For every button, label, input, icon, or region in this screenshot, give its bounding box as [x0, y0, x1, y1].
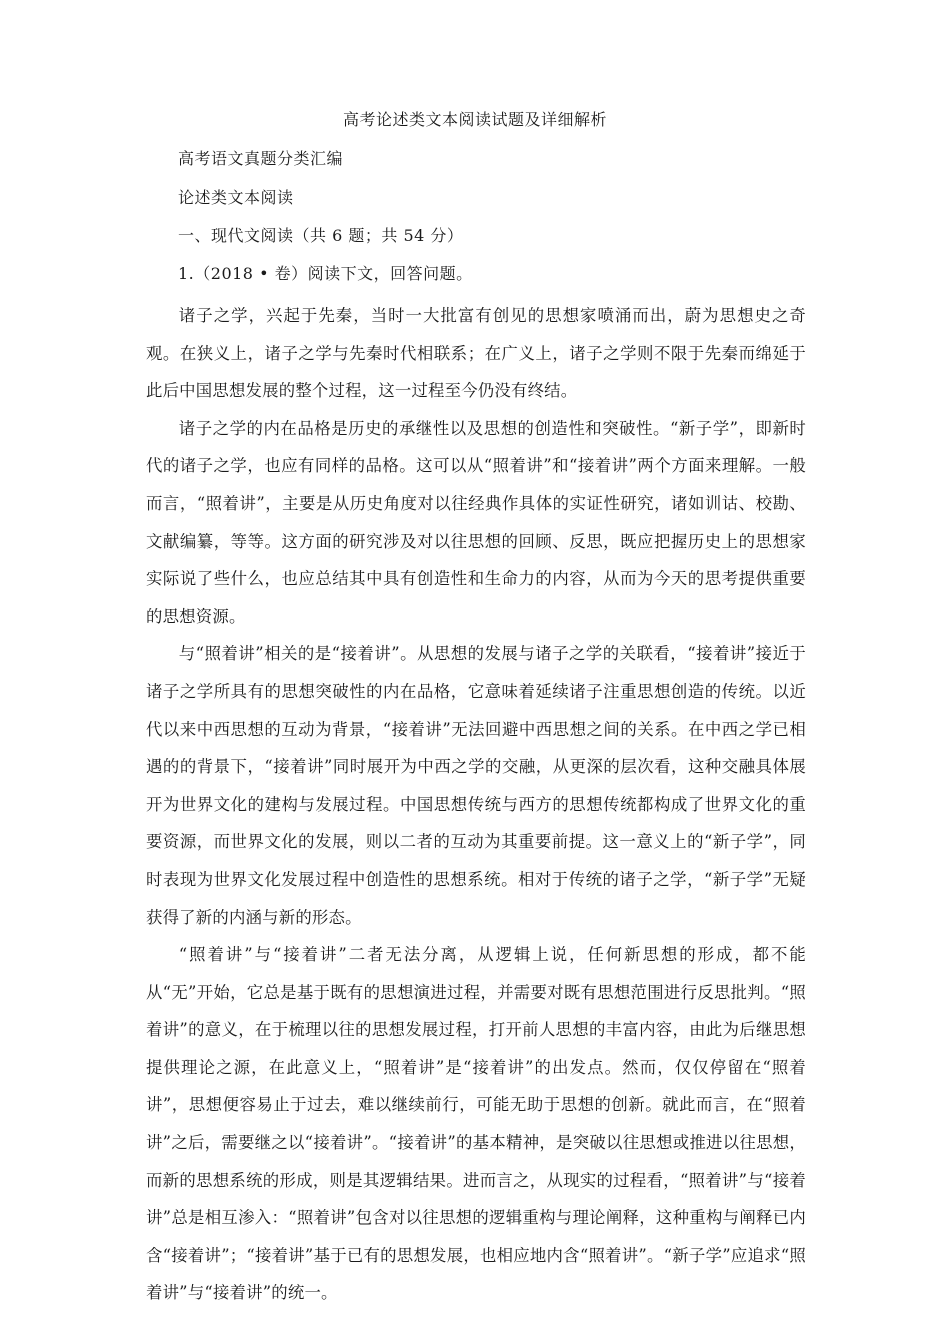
passage-paragraph: 诸子之学的内在品格是历史的承继性以及思想的创造性和突破性。“新子学”，即新时代的诸子之学，也应有同样的品格。这可以从“照着讲”和“接着讲”两个方面来理解。一般而言，“照着讲”，主要是从历史角度对以往经典作具体的实证性研究，诸如训诂、校勘、文献编纂，等等。这方面的研究涉及对以往思想的回顾、反思，既应把握历史上的思想家实际说了些什么，也应总结其中具有创造性和生命力的内容，从而为今天的思考提供重要的思想资源。 — [146, 418, 806, 626]
section-heading: 论述类文本阅读 — [178, 188, 294, 207]
part-heading: 一、现代文阅读（共 6 题；共 54 分） — [178, 226, 464, 245]
passage-paragraph: 诸子之学，兴起于先秦，当时一大批富有创见的思想家喷涌而出，蔚为思想史之奇观。在狭义上，诸子之学与先秦时代相联系；在广义上，诸子之学则不限于先秦而绵延于此后中国思想发展的整个过程，这一过程至今仍没有终结。 — [146, 306, 806, 401]
question-heading: 1.（2018 • 卷）阅读下文，回答问题。 — [178, 264, 473, 283]
collection-subtitle: 高考语文真题分类汇编 — [178, 149, 344, 168]
passage-body — [146, 297, 806, 1312]
passage-paragraph: 与“照着讲”相关的是“接着讲”。从思想的发展与诸子之学的关联看，“接着讲”接近于诸子之学所具有的思想突破性的内在品格，它意味着延续诸子注重思想创造的传统。以近代以来中西思想的互动为背景，“接着讲”无法回避中西思想之间的关系。在中西之学已相遇的的背景下，“接着讲”同时展开为中西之学的交融，从更深的层次看，这种交融具体展开为世界文化的建构与发展过程。中国思想传统与西方的思想传统都构成了世界文化的重要资源，而世界文化的发展，则以二者的互动为其重要前提。这一意义上的“新子学”，同时表现为世界文化发展过程中创造性的思想系统。相对于传统的诸子之学，“新子学”无疑获得了新的内涵与新的形态。 — [146, 644, 806, 927]
document-title: 高考论述类文本阅读试题及详细解析 — [342, 110, 607, 129]
passage-paragraph: “照着讲”与“接着讲”二者无法分离，从逻辑上说，任何新思想的形成，都不能从“无”开始，它总是基于既有的思想演进过程，并需要对既有思想范围进行反思批判。“照着讲”的意义，在于梳理以往的思想发展过程，打开前人思想的丰富内容，由此为后继思想提供理论之源，在此意义上，“照着讲”是“接着讲”的出发点。然而，仅仅停留在“照着讲”，思想便容易止于过去，难以继续前行，可能无助于思想的创新。就此而言，在“照着讲”之后，需要继之以“接着讲”。“接着讲”的基本精神，是突破以往思想或推进以往思想，而新的思想系统的形成，则是其逻辑结果。进而言之，从现实的过程看，“照着讲”与“接着讲”总是相互渗入：“照着讲”包含对以往思想的逻辑重构与理论阐释，这种重构与阐释已内含“接着讲”；“接着讲”基于已有的思想发展，也相应地内含“照着讲”。“新子学”应追求“照着讲”与“接着讲”的统一。 — [146, 945, 806, 1303]
